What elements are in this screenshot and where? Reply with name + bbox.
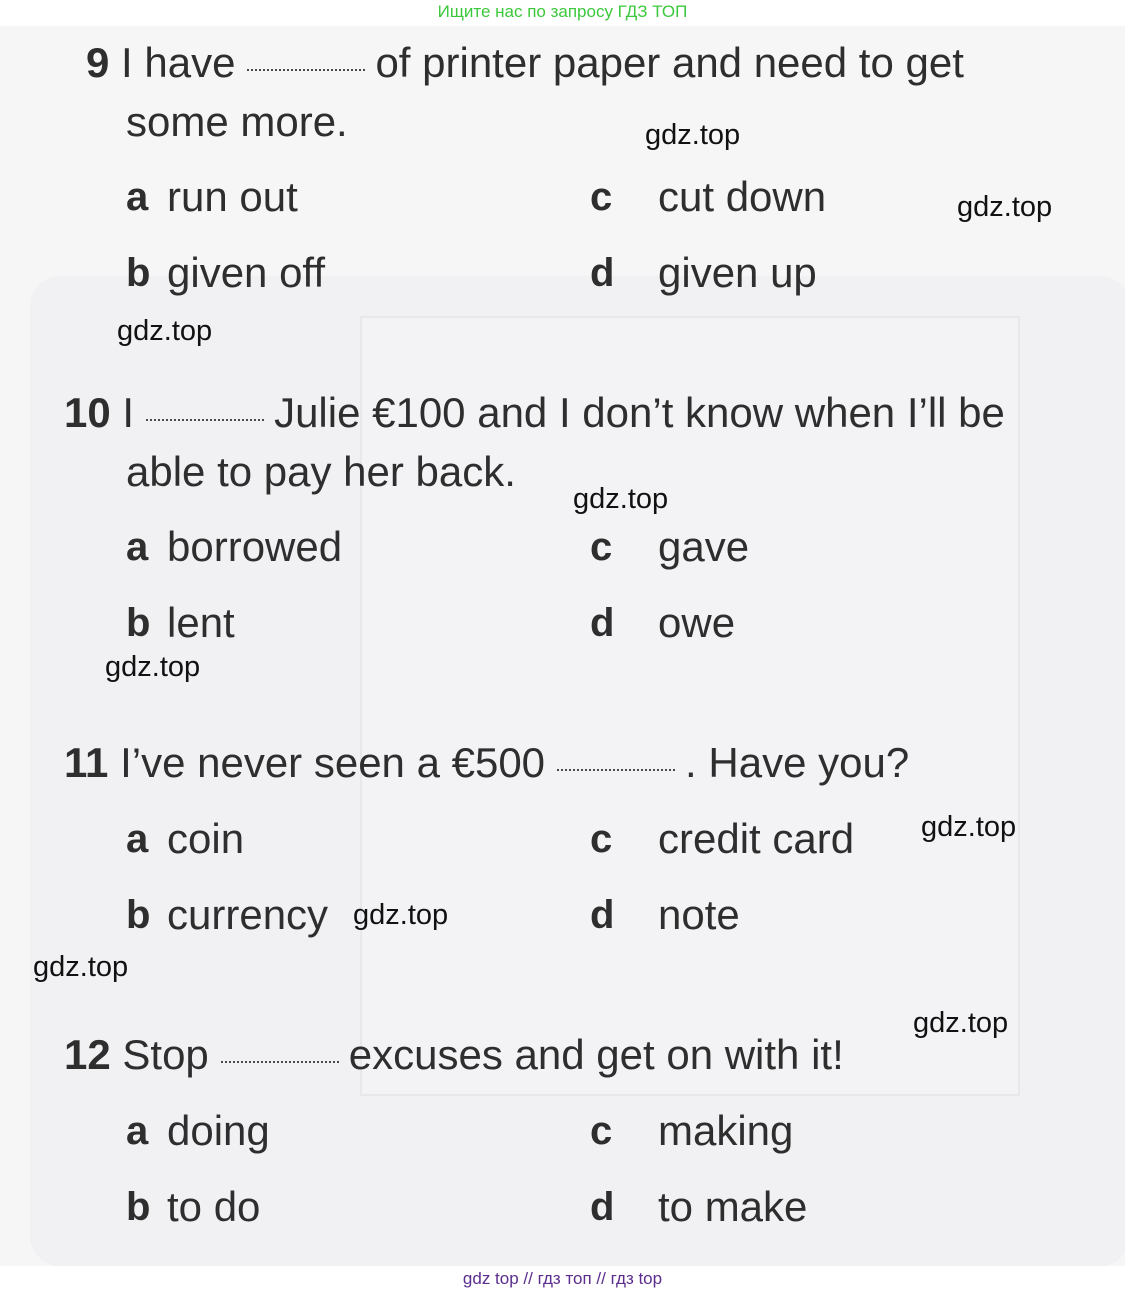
option-text: cut down	[658, 173, 827, 220]
option-letter: b	[126, 893, 151, 937]
option-letter: d	[590, 893, 615, 937]
option-letter: d	[590, 251, 615, 295]
option-letter: c	[590, 525, 613, 569]
option-text: borrowed	[167, 523, 343, 570]
option-text: doing	[167, 1107, 270, 1154]
option-letter: b	[126, 251, 151, 295]
option-letter: c	[590, 175, 613, 219]
answer-blank	[557, 761, 675, 771]
option-text: credit card	[658, 815, 855, 862]
question-text-before: I have	[121, 39, 236, 86]
watermark: gdz.top	[913, 1007, 1009, 1039]
question-11-line	[64, 738, 909, 788]
question-10-line	[64, 388, 1005, 438]
question-9-continuation: some more.	[126, 98, 348, 145]
option-letter: a	[126, 175, 149, 219]
option-text: making	[658, 1107, 794, 1154]
watermark: gdz.top	[33, 951, 129, 983]
option-text: gave	[658, 523, 750, 570]
option-letter: b	[126, 1185, 151, 1229]
option-letter: c	[590, 1109, 613, 1153]
answer-blank	[221, 1053, 339, 1063]
watermark: gdz.top	[105, 651, 201, 683]
option-letter: d	[590, 601, 615, 645]
question-text-after: . Have you?	[685, 739, 910, 786]
question-text-before: Stop	[122, 1031, 209, 1078]
option-text: run out	[167, 173, 298, 220]
question-9-line	[86, 38, 964, 88]
question-text-after: of printer paper and need to get	[375, 39, 964, 86]
footer-bar: gdz top // гдз топ // гдз top	[462, 1269, 663, 1288]
question-text-before: I’ve never seen a €500	[120, 739, 546, 786]
option-text: coin	[167, 815, 245, 862]
option-letter: c	[590, 817, 613, 861]
option-letter: a	[126, 525, 149, 569]
option-text: currency	[167, 891, 329, 938]
question-text-after: Julie €100 and I don’t know when I’ll be	[274, 389, 1005, 436]
option-letter: d	[590, 1185, 615, 1229]
question-text-after: excuses and get on with it!	[348, 1031, 844, 1078]
question-12-line	[64, 1030, 844, 1080]
watermark: gdz.top	[573, 483, 669, 515]
watermark: gdz.top	[645, 119, 741, 151]
watermark: gdz.top	[117, 315, 213, 347]
option-text: to do	[167, 1183, 261, 1230]
watermark: gdz.top	[921, 811, 1017, 843]
question-text-before: I	[122, 389, 135, 436]
option-text: owe	[658, 599, 736, 646]
option-text: note	[658, 891, 740, 938]
option-text: to make	[658, 1183, 808, 1230]
watermark: gdz.top	[957, 191, 1053, 223]
question-10-continuation: able to pay her back.	[126, 448, 516, 495]
option-letter: b	[126, 601, 151, 645]
answer-blank	[146, 411, 264, 421]
question-number: 12	[64, 1031, 111, 1078]
question-number: 10	[64, 389, 111, 436]
answer-blank	[247, 61, 365, 71]
top-banner: Ищите нас по запросу ГДЗ ТОП	[437, 2, 688, 21]
option-letter: a	[126, 817, 149, 861]
question-number: 9	[86, 39, 110, 86]
option-letter: a	[126, 1109, 149, 1153]
option-text: lent	[167, 599, 235, 646]
question-number: 11	[64, 739, 109, 786]
option-text: given off	[167, 249, 326, 296]
option-text: given up	[658, 249, 817, 296]
watermark: gdz.top	[353, 899, 449, 931]
